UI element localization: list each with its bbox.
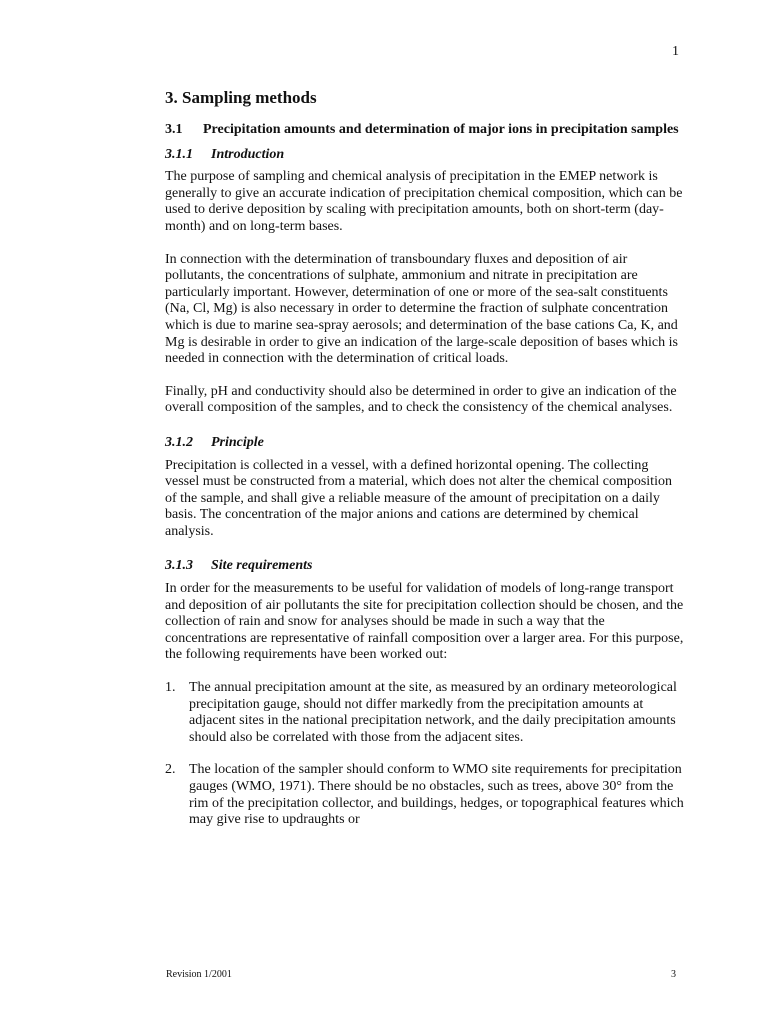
principle-heading <box>165 435 685 452</box>
site-requirements-number: 3.1.3 <box>165 558 193 574</box>
principle-paragraph: Precipitation is collected in a vessel, with a defined horizontal opening. The collecting vessel must be constructed from a material, which does not alter the chemical composition of the sample, and shall give a reliable measure of the amount of precipitation on a daily basis. The concentration of the major anions and cations are determined by chemical analysis. <box>165 457 672 539</box>
page-number-top: 1 <box>672 44 679 59</box>
subsection-number: 3.1 <box>165 122 183 137</box>
requirements-list <box>165 680 685 829</box>
introduction-paragraph-1: The purpose of sampling and chemical analysis of precipitation in the EMEP network is generally to give an accurate indication of precipitation chemical composition, which can be used to derive deposition by scaling with precipitation amounts, both on short-term (day-month) and on long-term bases. <box>165 169 683 234</box>
list-item-marker: 2. <box>165 762 176 778</box>
section-title: 3. Sampling methods <box>165 88 317 107</box>
introduction-paragraph-2: In connection with the determination of transboundary fluxes and deposition of air pollutants, the concentrations of sulphate, ammonium and nitrate in precipitation are particularly important. However, determination of one or more of the sea-salt constituents (Na, Cl, Mg) is also necessary in order to determine the fraction of sulphate concentration which is due to marine sea-spray aerosols; and determination of the base cations Ca, K, and Mg is desirable in order to give an indication of the large-scale deposition of bases which is needed in connection with the determination of critical loads. <box>165 251 678 367</box>
list-item <box>165 680 685 746</box>
list-item-text: The annual precipitation amount at the site, as measured by an ordinary meteorological precipitation gauge, should not differ markedly from the precipitation amounts at adjacent sites in the national precipitation network, and the daily precipitation amounts should also be correlated with those from the adjacent sites. <box>189 680 677 745</box>
list-item-text: The location of the sampler should conform to WMO site requirements for precipitation gauges (WMO, 1971). There should be no obstacles, such as trees, above 30° from the rim of the precipitation collector, and buildings, hedges, or topographical features which may give rise to updraughts or <box>189 762 684 828</box>
site-requirements-title: Site requirements <box>211 558 313 574</box>
subsection-title: Precipitation amounts and determination of major ions in precipitation samples <box>203 122 679 137</box>
document-body <box>165 88 685 845</box>
introduction-title: Introduction <box>211 146 285 162</box>
site-requirements-intro: In order for the measurements to be useful for validation of models of long-range transport and deposition of air pollutants the site for precipitation collection should be chosen, and the collection of rain and snow for analyses should be made in such a way that the concentrations are representative of rainfall composition over a larger area. For this purpose, the following requirements have been worked out: <box>165 581 684 663</box>
subsection-heading <box>165 122 685 139</box>
introduction-heading <box>165 147 685 164</box>
list-item-marker: 1. <box>165 680 176 696</box>
footer-page-number: 3 <box>671 969 676 980</box>
list-item <box>165 762 685 828</box>
principle-title: Principle <box>211 434 264 450</box>
introduction-paragraph-3: Finally, pH and conductivity should also be determined in order to give an indication of the overall composition of the samples, and to check the consistency of the chemical analyses. <box>165 383 677 416</box>
site-requirements-heading <box>165 558 685 575</box>
introduction-number: 3.1.1 <box>165 146 193 162</box>
footer-revision: Revision 1/2001 <box>166 969 232 980</box>
principle-number: 3.1.2 <box>165 434 193 450</box>
